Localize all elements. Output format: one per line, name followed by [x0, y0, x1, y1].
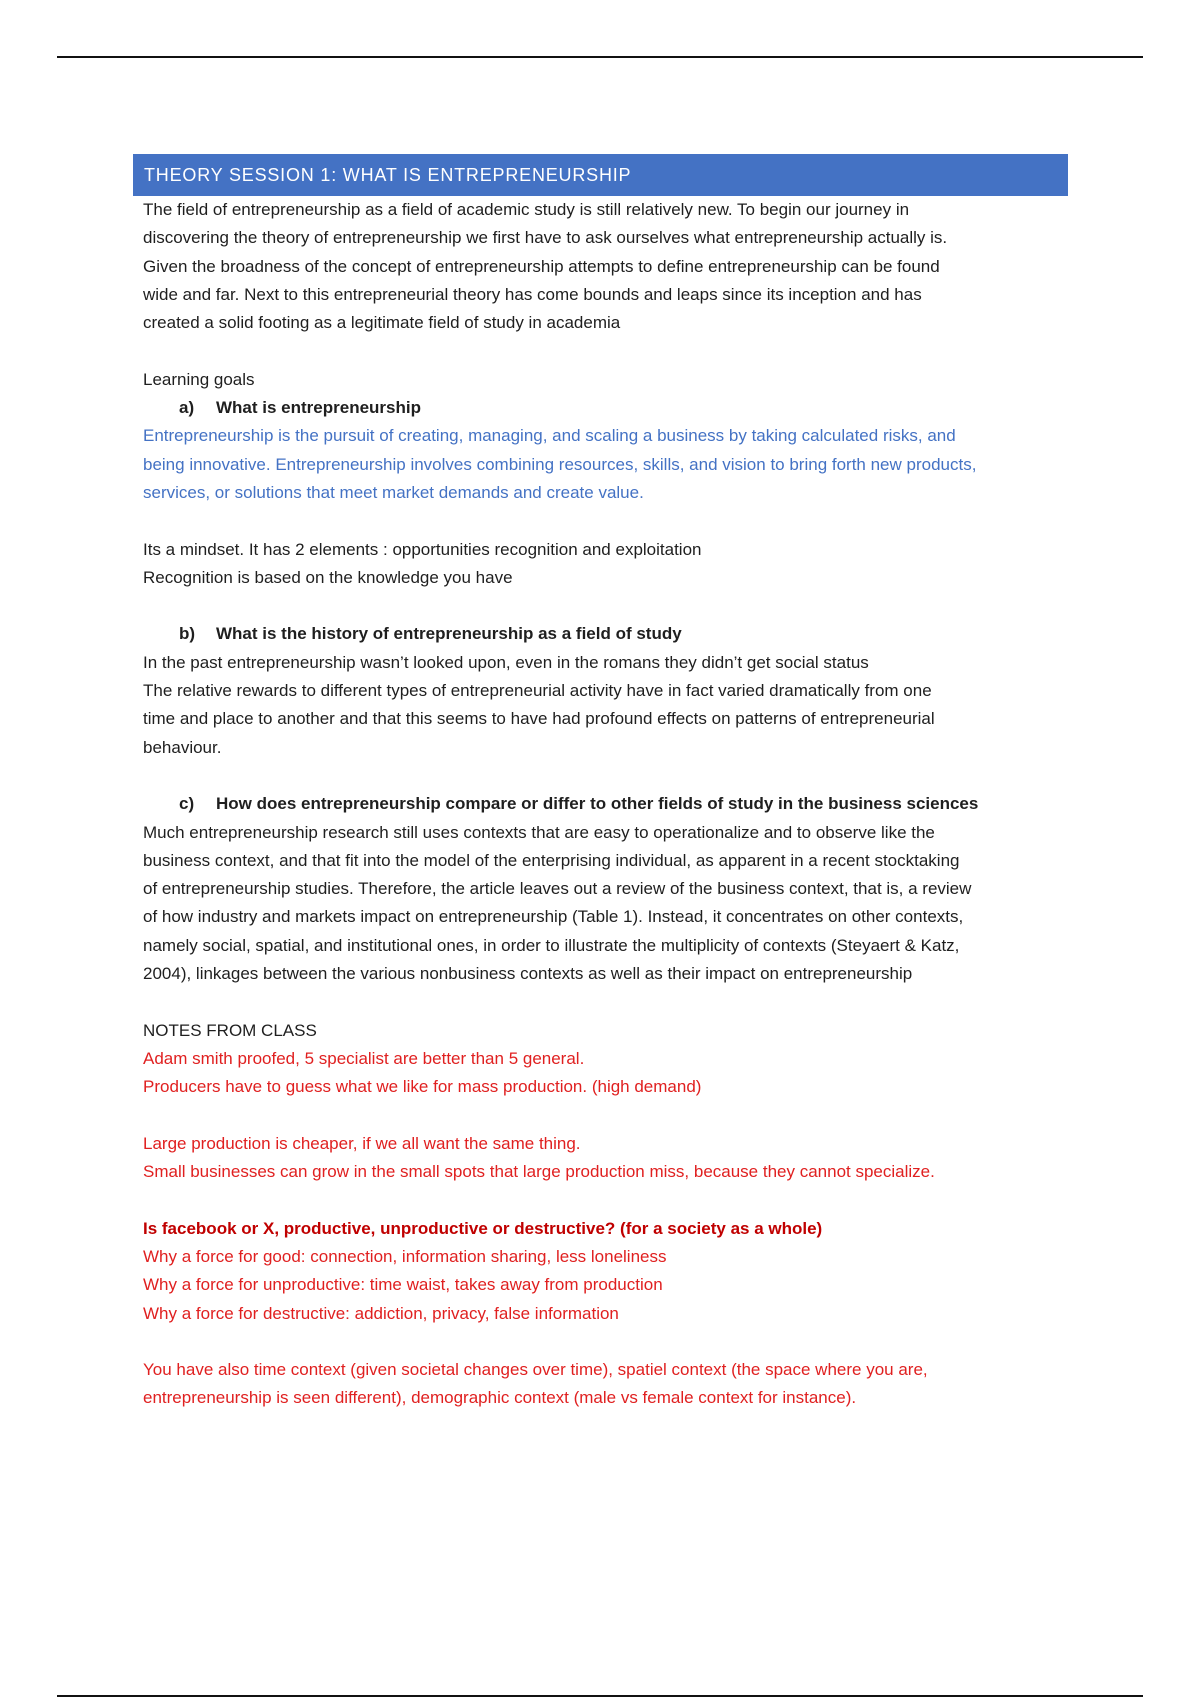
bottom-rule: [57, 1695, 1143, 1697]
goal-c-line: business context, and that fit into the model of the enterprising individual, as apparent in a recent stocktaking: [143, 850, 960, 870]
class-note: Small businesses can grow in the small spots that large production miss, because they cannot specialize.: [143, 1162, 935, 1182]
intro-line: discovering the theory of entrepreneurship we first have to ask ourselves what entrepreneurship actually is.: [143, 228, 948, 248]
section-header: THEORY SESSION 1: WHAT IS ENTREPRENEURSHIP: [133, 154, 1068, 196]
goal-b-line: In the past entrepreneurship wasn’t looked upon, even in the romans they didn’t get social status: [143, 652, 869, 672]
class-note: entrepreneurship is seen different), demographic context (male vs female context for instance).: [143, 1388, 857, 1408]
notes-label: NOTES FROM CLASS: [143, 1020, 317, 1040]
goal-c-line: of entrepreneurship studies. Therefore, the article leaves out a review of the business context, that is, a review: [143, 879, 972, 899]
goal-a-title: What is entrepreneurship: [216, 398, 421, 418]
goal-c-line: of how industry and markets impact on entrepreneurship (Table 1). Instead, it concentrates on other contexts,: [143, 907, 964, 927]
intro-line: The field of entrepreneurship as a field of academic study is still relatively new. To begin our journey in: [143, 200, 910, 219]
goal-a-note: Recognition is based on the knowledge you have: [143, 567, 513, 587]
intro-line: wide and far. Next to this entrepreneurial theory has come bounds and leaps since its inception and has: [143, 284, 922, 304]
goal-b-line: The relative rewards to different types of entrepreneurial activity have in fact varied dramatically from one: [143, 681, 932, 701]
class-note: Producers have to guess what we like for mass production. (high demand): [143, 1077, 702, 1097]
goal-b-heading: [143, 620, 1068, 648]
class-note: You have also time context (given societal changes over time), spatiel context (the space where you are,: [143, 1360, 928, 1380]
goal-a-label: a): [179, 398, 195, 418]
goal-b-title: What is the history of entrepreneurship as a field of study: [216, 624, 682, 644]
document-page: [133, 154, 1068, 1413]
goal-c-label: c): [179, 794, 195, 814]
class-note: Large production is cheaper, if we all want the same thing.: [143, 1133, 581, 1153]
class-question: Is facebook or X, productive, unproductive or destructive? (for a society as a whole): [143, 1218, 823, 1238]
goal-c-line: Much entrepreneurship research still uses contexts that are easy to operationalize and to observe like the: [143, 822, 935, 842]
goal-b-label: b): [179, 624, 196, 644]
definition-line: being innovative. Entrepreneurship involves combining resources, skills, and vision to bring forth new products,: [143, 454, 977, 474]
intro-line: created a solid footing as a legitimate field of study in academia: [143, 313, 621, 333]
goal-c-heading: [143, 790, 1068, 818]
goal-b-line: time and place to another and that this seems to have had profound effects on patterns of entrepreneurial: [143, 709, 935, 729]
top-rule: [57, 56, 1143, 58]
goal-a-note: Its a mindset. It has 2 elements : opportunities recognition and exploitation: [143, 539, 702, 559]
class-answer: Why a force for good: connection, information sharing, less loneliness: [143, 1246, 667, 1266]
definition-line: Entrepreneurship is the pursuit of creating, managing, and scaling a business by taking calculated risks, and: [143, 426, 956, 446]
class-answer: Why a force for destructive: addiction, privacy, false information: [143, 1303, 619, 1323]
definition-line: services, or solutions that meet market demands and create value.: [143, 482, 644, 502]
goal-c-line: 2004), linkages between the various nonbusiness contexts as well as their impact on entrepreneurship: [143, 964, 913, 984]
document-body: [133, 196, 1068, 1413]
goal-a-heading: [143, 394, 1068, 422]
goal-c-line: namely social, spatial, and institutional ones, in order to illustrate the multiplicity of contexts (Steyaert & Katz,: [143, 935, 960, 955]
class-note: Adam smith proofed, 5 specialist are better than 5 general.: [143, 1048, 585, 1068]
learning-goals-label: Learning goals: [143, 369, 255, 389]
goal-c-title: How does entrepreneurship compare or differ to other fields of study in the business sciences: [216, 794, 979, 814]
class-answer: Why a force for unproductive: time waist, takes away from production: [143, 1275, 663, 1295]
intro-line: Given the broadness of the concept of entrepreneurship attempts to define entrepreneurship can be found: [143, 256, 940, 276]
goal-b-line: behaviour.: [143, 737, 222, 757]
